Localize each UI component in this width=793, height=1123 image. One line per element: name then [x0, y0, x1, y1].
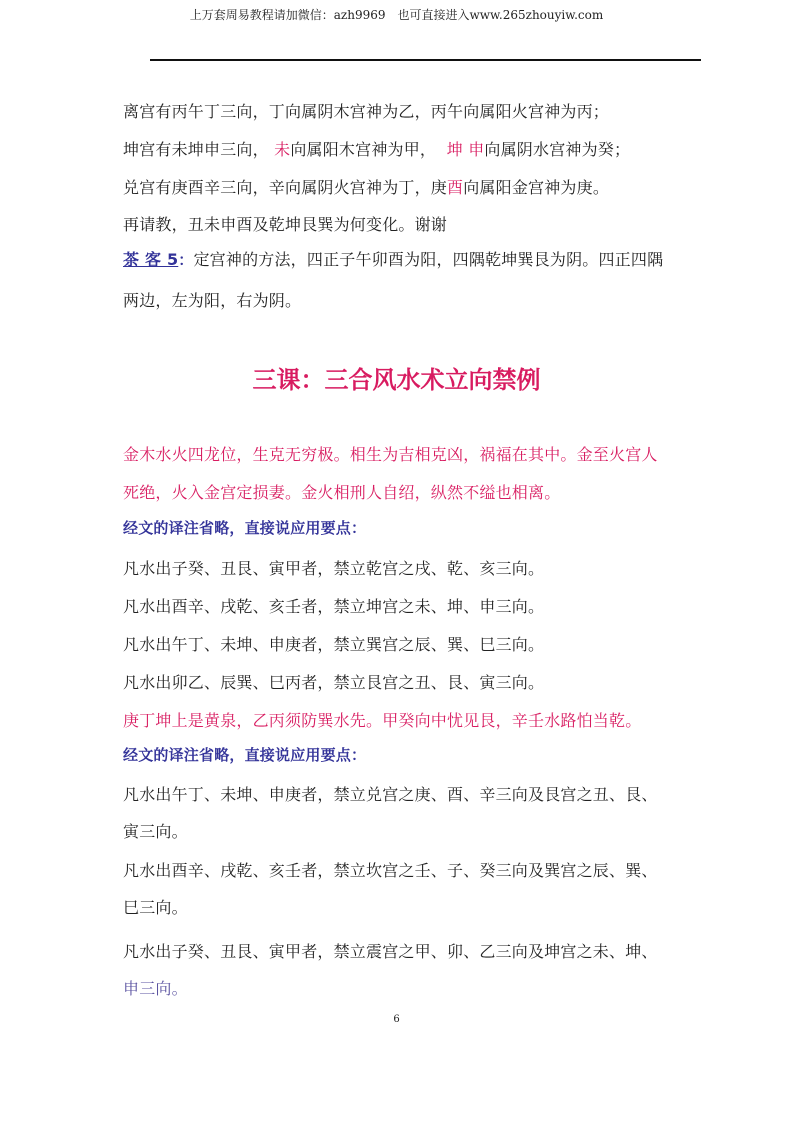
text-segment: 兑宫有庚酉辛三向，辛向属阴火宫神为丁，庚	[123, 178, 448, 197]
speaker-label: 茶 客 5	[123, 250, 179, 269]
highlight-text: 未	[274, 140, 291, 159]
text-segment: 向属阴水宫神为癸；	[484, 140, 631, 159]
page-header: 上万套周易教程请加微信：azh9969 也可直接进入www.265zhouyiw.com	[189, 8, 604, 22]
text-line	[123, 137, 630, 160]
text-line: 再请教，丑未申酉及乾坤艮巽为何变化。谢谢	[123, 215, 448, 234]
header-divider	[150, 59, 701, 61]
verse-line: 庚丁坤上是黄泉，乙丙须防巽水先。甲癸向中忧见艮，辛壬水路怕当乾。	[123, 711, 642, 730]
rule-line: 申三向。	[123, 979, 188, 998]
highlight-text: 坤 申	[446, 140, 485, 159]
rule-line: 寅三向。	[123, 822, 188, 841]
text-line	[123, 175, 609, 198]
rule-line: 凡水出卯乙、辰巽、巳丙者，禁立艮宫之丑、艮、寅三向。	[123, 673, 545, 692]
verse-line: 死绝，火入金宫定损妻。金火相刑人自绍，纵然不缢也相离。	[123, 483, 561, 502]
text-segment: 坤宫有未坤申三向，	[123, 140, 269, 159]
rule-line: 凡水出子癸、丑艮、寅甲者，禁立震宫之甲、卯、乙三向及坤宫之未、坤、	[123, 942, 658, 961]
text-line	[123, 247, 663, 270]
note-heading: 经文的译注省略，直接说应用要点：	[123, 746, 367, 764]
text-line: 离宫有丙午丁三向，丁向属阴木宫神为乙，丙午向属阳火宫神为丙；	[123, 102, 610, 121]
rule-line: 凡水出酉辛、戌乾、亥壬者，禁立坎宫之壬、子、癸三向及巽宫之辰、巽、	[123, 861, 658, 880]
speaker-colon: ：	[178, 251, 194, 269]
rule-line: 凡水出午丁、未坤、申庚者，禁立巽宫之辰、巽、巳三向。	[123, 635, 545, 654]
highlight-text: 酉	[447, 178, 464, 197]
text-line: 两边，左为阳，右为阴。	[123, 291, 302, 310]
rule-line: 凡水出午丁、未坤、申庚者，禁立兑宫之庚、酉、辛三向及艮宫之丑、艮、	[123, 785, 658, 804]
text-segment: 向属阳木宫神为甲，	[290, 140, 437, 159]
section-title: 三课：三合风水术立向禁例	[252, 366, 541, 394]
rule-line: 凡水出酉辛、戌乾、亥壬者，禁立坤宫之未、坤、申三向。	[123, 597, 545, 616]
rule-line: 凡水出子癸、丑艮、寅甲者，禁立乾宫之戌、乾、亥三向。	[123, 559, 545, 578]
note-heading: 经文的译注省略，直接说应用要点：	[123, 519, 367, 537]
text-segment: 向属阳金宫神为庚。	[463, 178, 610, 197]
text-segment: 定宫神的方法，四正子午卯酉为阳，四隅乾坤巽艮为阴。四正四隅	[193, 250, 664, 269]
verse-line: 金木水火四龙位，生克无穷极。相生为吉相克凶，祸福在其中。金至火宫人	[123, 445, 658, 464]
page-number: 6	[393, 1014, 400, 1025]
rule-line: 巳三向。	[123, 898, 188, 917]
